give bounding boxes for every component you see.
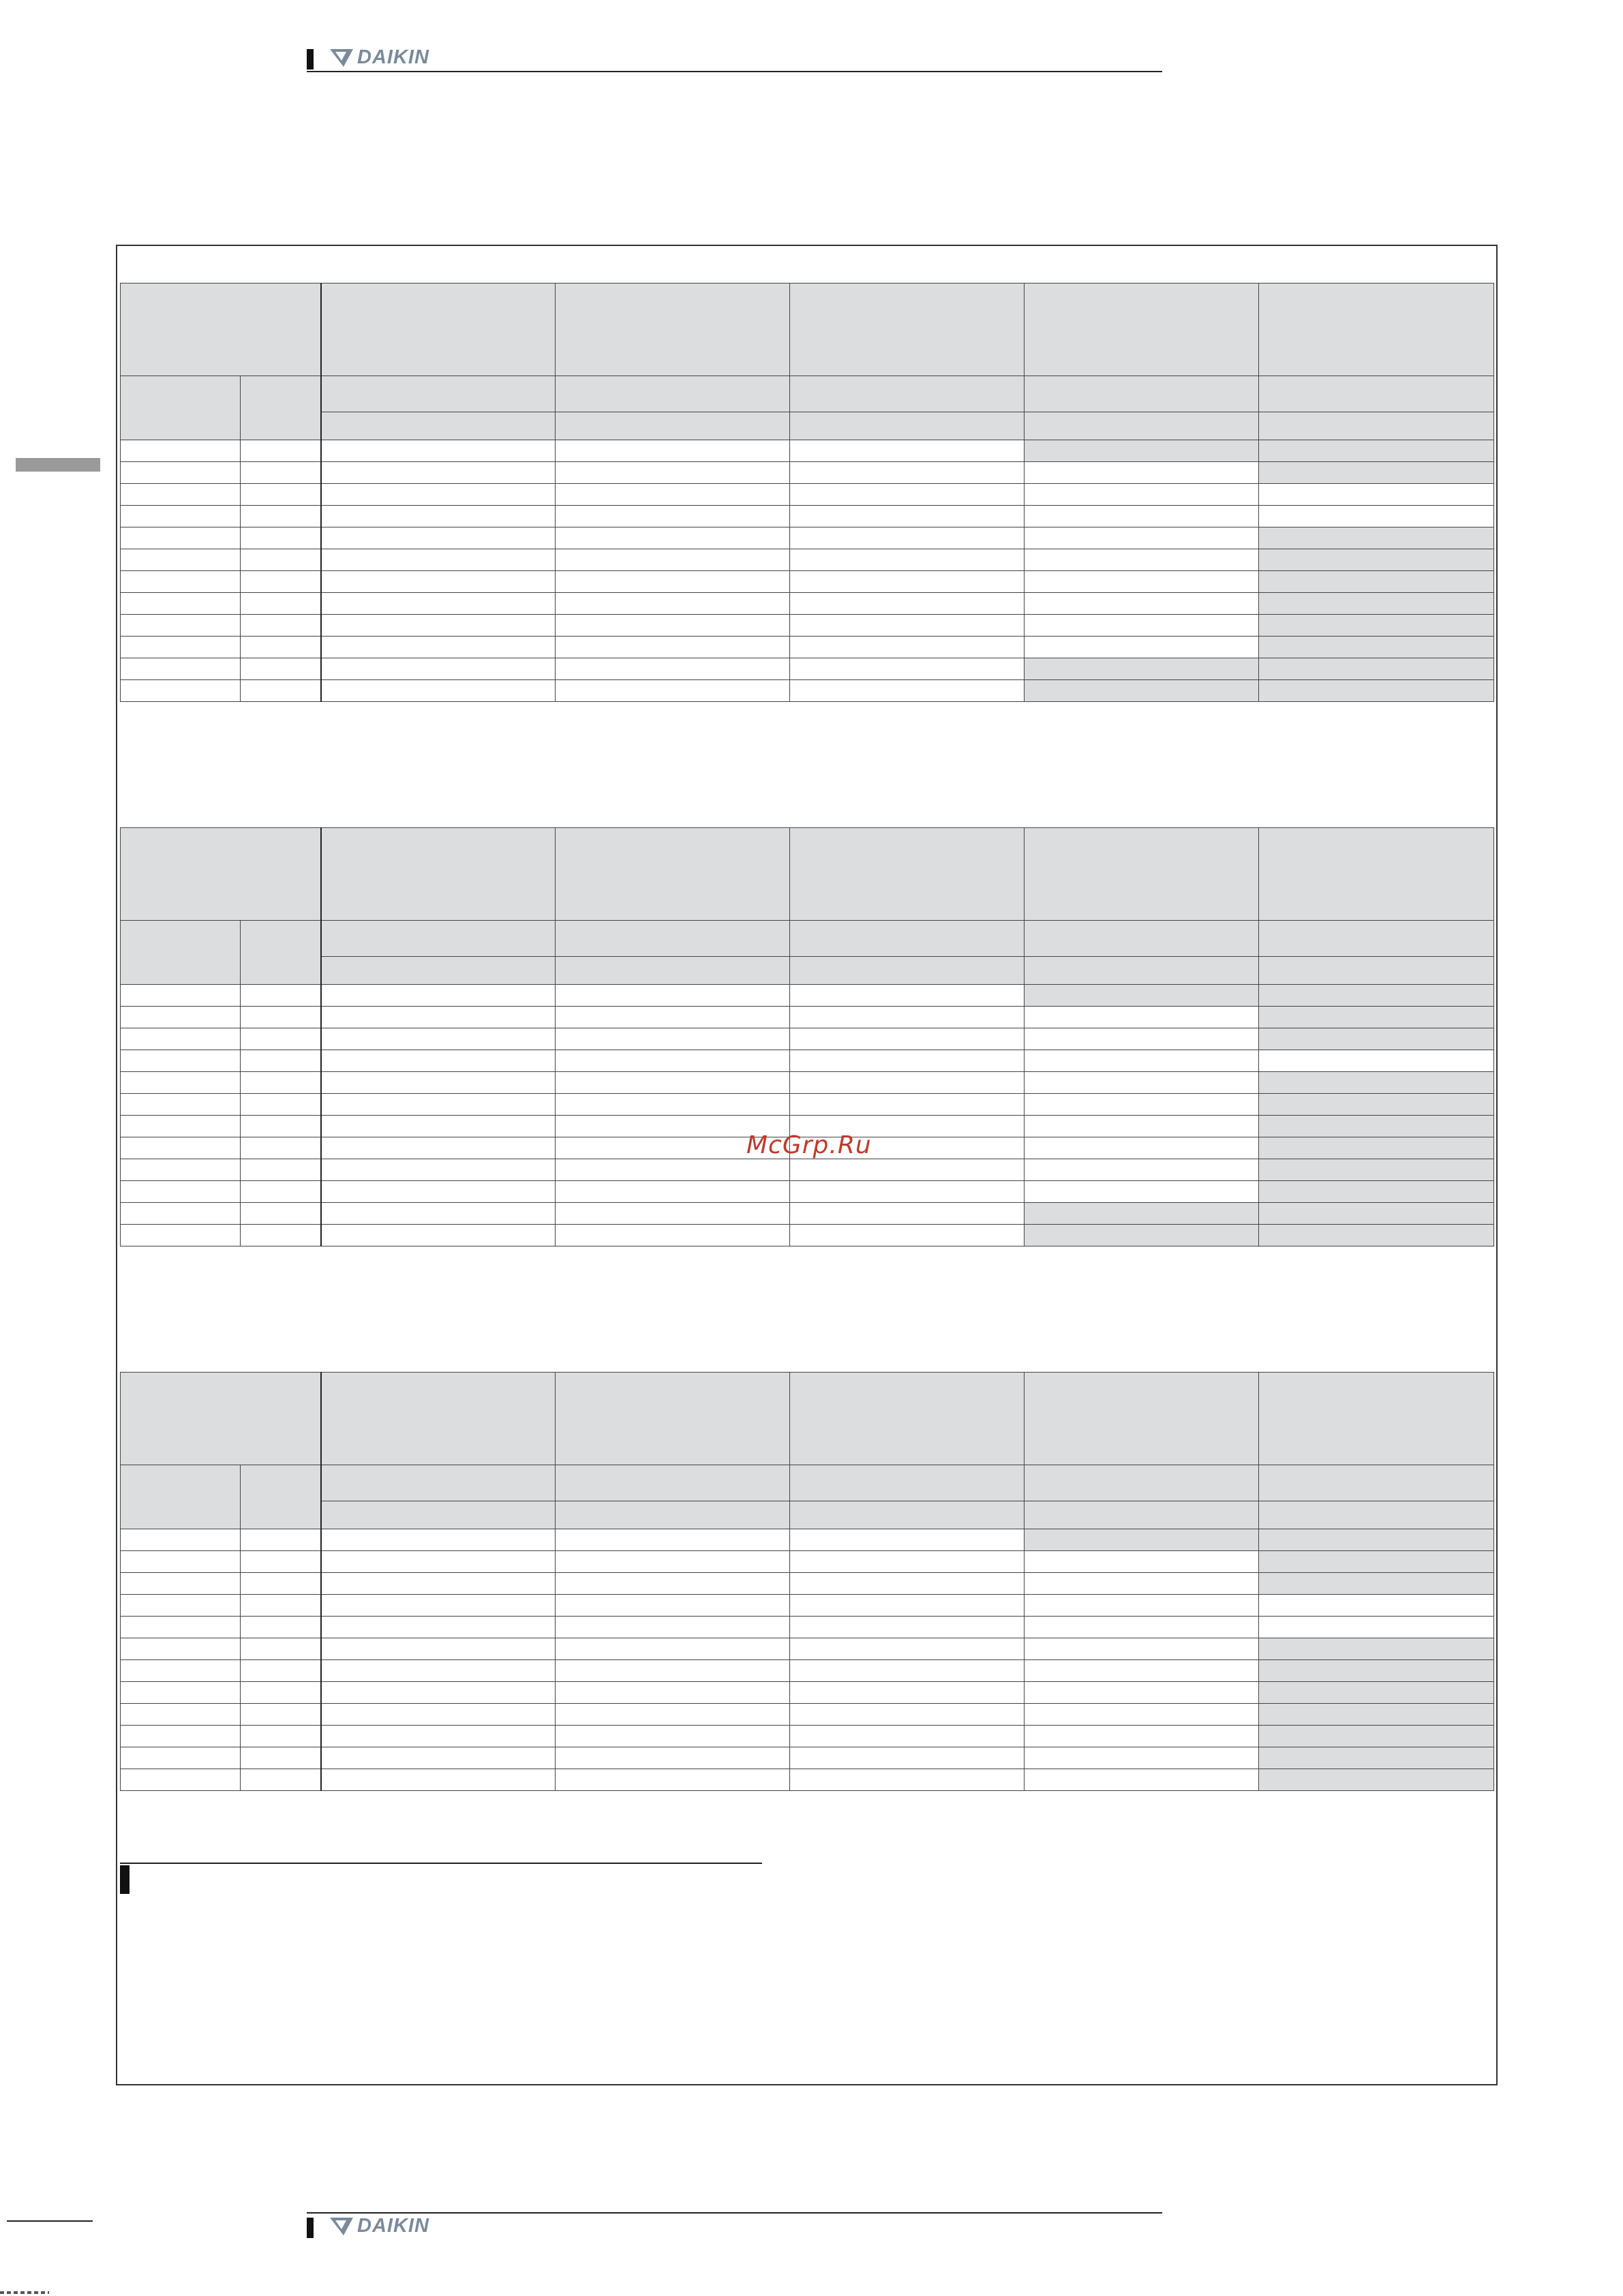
spec-table-3	[120, 1372, 1494, 1791]
table-row	[121, 637, 1494, 658]
table-row	[121, 484, 1494, 506]
table-row	[121, 1225, 1494, 1246]
table-row	[121, 1007, 1494, 1028]
daikin-triangle-icon	[330, 2216, 353, 2237]
spec-table-1	[120, 283, 1494, 702]
table-row	[121, 615, 1494, 637]
table-row	[121, 1769, 1494, 1791]
daikin-logo	[330, 2215, 429, 2237]
header-rule	[307, 71, 1162, 72]
table-row	[121, 1159, 1494, 1181]
note-marker-bar	[120, 1865, 130, 1894]
table-row	[121, 440, 1494, 462]
footer-dot-strip	[0, 2291, 49, 2294]
table-row	[121, 985, 1494, 1007]
table-row	[121, 1660, 1494, 1682]
table-row	[121, 1682, 1494, 1704]
table-row	[121, 1094, 1494, 1116]
watermark-text: McGrp.Ru	[746, 1131, 872, 1159]
table-row	[121, 549, 1494, 571]
daikin-logo-text: DAIKIN	[357, 2215, 429, 2237]
table-row	[121, 593, 1494, 615]
table-row	[121, 1551, 1494, 1573]
table-row	[121, 680, 1494, 702]
note-section	[120, 1863, 762, 1894]
table-row	[121, 1529, 1494, 1551]
table-row	[121, 1050, 1494, 1072]
table-row	[121, 1028, 1494, 1050]
daikin-triangle-icon	[330, 48, 353, 68]
page-header	[307, 44, 1162, 72]
table-row	[121, 1638, 1494, 1660]
table-row	[121, 1181, 1494, 1203]
table-row	[121, 1704, 1494, 1726]
table-row	[121, 658, 1494, 680]
table-row	[121, 1595, 1494, 1617]
spec-table-2	[120, 827, 1494, 1246]
header-marker-bar	[307, 49, 314, 70]
footer-left-rule	[7, 2220, 93, 2222]
table-row	[121, 571, 1494, 593]
table-row	[121, 1726, 1494, 1747]
footer-marker-bar	[307, 2218, 314, 2238]
table-row	[121, 1072, 1494, 1094]
note-rule	[120, 1863, 762, 1864]
table-row	[121, 462, 1494, 484]
section-side-tab	[16, 458, 100, 472]
daikin-logo-text: DAIKIN	[357, 46, 429, 68]
footer-rule	[307, 2212, 1162, 2214]
table-row	[121, 527, 1494, 549]
table-row	[121, 1203, 1494, 1225]
table-row	[121, 506, 1494, 527]
daikin-logo	[330, 46, 429, 69]
table-row	[121, 1573, 1494, 1595]
table-row	[121, 1747, 1494, 1769]
table-row	[121, 1617, 1494, 1638]
page-footer	[307, 2212, 1162, 2241]
